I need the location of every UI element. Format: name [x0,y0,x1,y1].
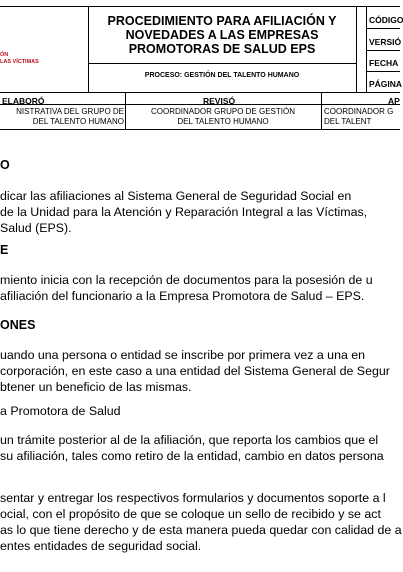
paragraph-line: a Promotora de Salud [0,404,121,418]
meta-row-line-1 [366,28,400,29]
definicion-radicar [0,490,402,554]
reviso-value-line: COORDINADOR GRUPO DE GESTIÓN [150,107,295,116]
title-line: NOVEDADES A LAS EMPRESAS [125,28,319,42]
logo-line: LAS VÍCTIMAS [0,58,39,65]
elaboro-value-line: DEL TALENTO HUMANO [32,117,124,126]
table-border-proceso [88,63,356,64]
paragraph-line: corporación, en este caso a una entidad del Sistema General de Segur [0,364,390,378]
section-alcance-text [0,272,373,304]
aprobo-value [324,107,400,127]
reviso-header: REVISÓ [203,96,236,106]
section-definiciones-title: ONES [0,318,36,332]
paragraph-line: Salud (EPS). [0,221,72,235]
elaboro-header: ELABORÓ [2,96,45,106]
meta-row-line-2 [366,50,400,51]
reviso-value-line: DEL TALENTO HUMANO [177,117,269,126]
aprobo-value-line: COORDINADOR G [324,107,394,116]
paragraph-line: sentar y entregar los respectivos formularios y documentos soporte a l [0,491,386,505]
paragraph-line: uando una persona o entidad se inscribe por primera vez a una en [0,348,366,362]
section-alcance-title: E [0,243,9,257]
section-objetivo-title: O [0,158,10,172]
aprobo-value-line: DEL TALENT [324,117,372,126]
pagina-label: PÁGINA [369,79,403,89]
table-border-roles-header [0,104,400,105]
title-line: PROMOTORAS DE SALUD EPS [128,42,316,56]
version-label: VERSIÓ [369,37,402,47]
section-objetivo-text [0,188,367,236]
paragraph-line: un trámite posterior al de la afiliación, que reporta los cambios que el [0,433,379,447]
table-border-top [0,6,400,7]
proceso-label: PROCESO: GESTIÓN DEL TALENTO HUMANO [144,72,300,79]
paragraph-line: entes entidades de seguridad social. [0,539,202,553]
paragraph-line: miento inicia con la recepción de documentos para la posesión de u [0,273,373,287]
paragraph-line: ocial, con el propósito de que se coloque un sello de recibido y se act [0,507,381,521]
definicion-eps [0,403,121,419]
table-border-v3 [366,6,367,92]
fecha-label: FECHA [369,58,399,68]
document-title [88,14,356,56]
definicion-afiliacion [0,347,390,395]
paragraph-line: su afiliación, tales como retiro de la entidad, cambio en datos persona [0,449,384,463]
codigo-label: CÓDIGO [369,15,403,25]
paragraph-line: as lo que tiene derecho y de esta manera pueda quedar con calidad de a [0,523,402,537]
paragraph-line: btener un beneficio de las mismas. [0,380,192,394]
reviso-value [126,107,320,127]
meta-row-line-3 [366,71,400,72]
title-line: PROCEDIMIENTO PARA AFILIACIÓN Y [107,14,337,28]
logo-line: ÓN [0,52,9,58]
definicion-novedad [0,432,384,464]
table-border-header-bottom [0,92,400,93]
aprobo-header: AP [388,96,400,106]
table-border-v2 [356,6,357,92]
table-border-v5 [321,92,322,129]
table-border-bottom [0,129,400,130]
logo [0,52,58,65]
elaboro-value [0,107,124,127]
elaboro-value-line: NISTRATIVA DEL GRUPO DE [16,107,124,116]
paragraph-line: afiliación del funcionario a la Empresa Promotora de Salud – EPS. [0,289,365,303]
paragraph-line: de la Unidad para la Atención y Reparación Integral a las Víctimas, [0,205,368,219]
paragraph-line: dicar las afiliaciones al Sistema General de Seguridad Social en [0,189,352,203]
